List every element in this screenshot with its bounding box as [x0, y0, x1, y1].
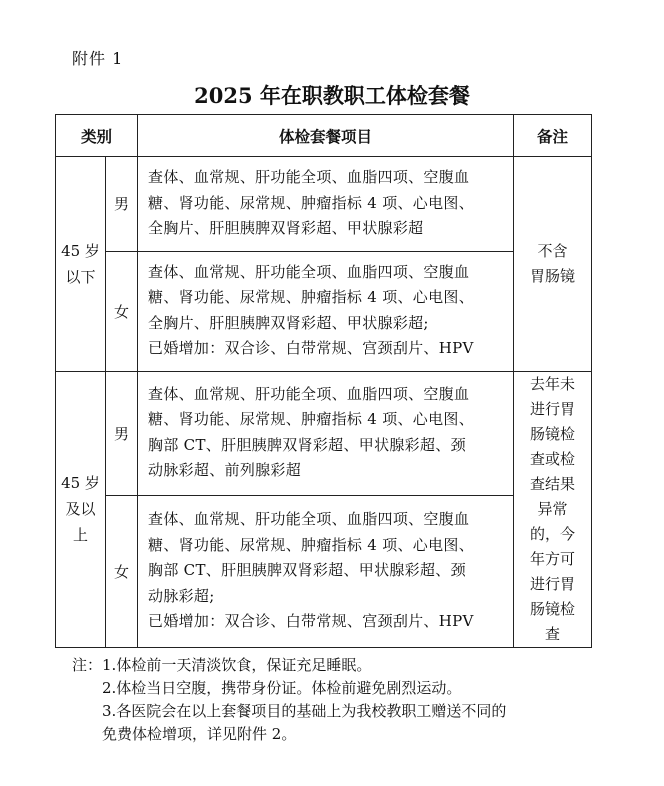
item-line: 糖、肾功能、尿常规、肿瘤指标 4 项、心电图、 — [148, 288, 474, 306]
page-title: 2025 年在职教职工体检套餐 — [194, 83, 470, 108]
item-line: 胸部 CT、肝胆胰脾双肾彩超、甲状腺彩超、颈 — [148, 435, 466, 454]
table-row — [56, 371, 592, 496]
remark-line: 异常 — [537, 499, 568, 518]
package-items — [138, 496, 514, 648]
item-line: 动脉彩超; — [148, 586, 215, 605]
sex-female: 女 — [106, 251, 138, 371]
sex-female: 女 — [106, 496, 138, 648]
item-line: 查体、血常规、肝功能全项、血脂四项、空腹血 — [148, 168, 470, 186]
category-line: 45 岁 — [61, 474, 100, 492]
item-line: 全胸片、肝胆胰脾双肾彩超、甲状腺彩超 — [148, 219, 424, 237]
notes-section — [72, 654, 506, 746]
category-45-and-above — [56, 371, 106, 647]
header-remarks: 备注 — [514, 115, 592, 157]
package-items — [138, 157, 514, 252]
sex-male: 男 — [106, 371, 138, 496]
remark-line: 年方可 — [530, 549, 576, 568]
remark-line: 肠镜检 — [530, 599, 576, 618]
item-line: 动脉彩超、前列腺彩超 — [148, 461, 302, 480]
package-items — [138, 371, 514, 496]
attachment-label: 附件 1 — [72, 49, 124, 68]
item-line: 糖、肾功能、尿常规、肿瘤指标 4 项、心电图、 — [148, 193, 474, 212]
category-line: 以下 — [65, 267, 96, 286]
remark-under-45 — [514, 157, 592, 372]
remark-line: 查或检 — [530, 449, 576, 468]
table-row — [56, 496, 592, 648]
header-items: 体检套餐项目 — [138, 115, 514, 157]
item-line: 胸部 CT、肝胆胰脾双肾彩超、甲状腺彩超、颈 — [148, 561, 466, 579]
item-line: 查体、血常规、肝功能全项、血脂四项、空腹血 — [148, 262, 470, 281]
remark-line: 进行胃 — [530, 574, 576, 593]
category-line: 及以 — [65, 500, 96, 518]
remark-45-and-above — [514, 371, 592, 647]
category-under-45 — [56, 157, 106, 372]
remark-line: 查结果 — [530, 474, 576, 493]
item-line: 查体、血常规、肝功能全项、血脂四项、空腹血 — [148, 510, 470, 528]
remark-line: 胃肠镜 — [530, 266, 576, 285]
package-table — [55, 114, 592, 648]
category-line: 45 岁 — [61, 241, 100, 260]
remark-line: 去年未 — [530, 374, 576, 393]
remark-line: 进行胃 — [530, 399, 576, 418]
item-line: 已婚增加：双合诊、白带常规、宫颈刮片、HPV — [148, 612, 474, 630]
item-line: 已婚增加：双合诊、白带常规、宫颈刮片、HPV — [148, 339, 474, 357]
item-line: 糖、肾功能、尿常规、肿瘤指标 4 项、心电图、 — [148, 535, 474, 554]
header-category: 类别 — [56, 115, 138, 157]
notes-prefix: 注： — [72, 656, 103, 674]
remark-line: 查 — [545, 624, 561, 643]
package-items — [138, 251, 514, 371]
remark-line: 不含 — [537, 241, 568, 260]
item-line: 糖、肾功能、尿常规、肿瘤指标 4 项、心电图、 — [148, 410, 474, 429]
table-row — [56, 251, 592, 371]
table-header-row — [56, 115, 592, 157]
note-item: 2.体检当日空腹，携带身份证。体检前避免剧烈运动。 — [102, 679, 462, 697]
note-item: 免费体检增项，详见附件 2。 — [102, 725, 297, 743]
note-text: 1.体检前一天清淡饮食，保证充足睡眠。 — [102, 656, 372, 674]
item-line: 全胸片、肝胆胰脾双肾彩超、甲状腺彩超; — [148, 313, 429, 332]
table-row — [56, 157, 592, 252]
remark-line: 肠镜检 — [530, 424, 576, 443]
sex-male: 男 — [106, 157, 138, 252]
category-line: 上 — [72, 526, 88, 544]
note-item: 3.各医院会在以上套餐项目的基础上为我校教职工赠送不同的 — [102, 702, 507, 720]
note-item — [72, 654, 506, 677]
item-line: 查体、血常规、肝功能全项、血脂四项、空腹血 — [148, 384, 470, 403]
remark-line: 的，今 — [530, 524, 576, 543]
